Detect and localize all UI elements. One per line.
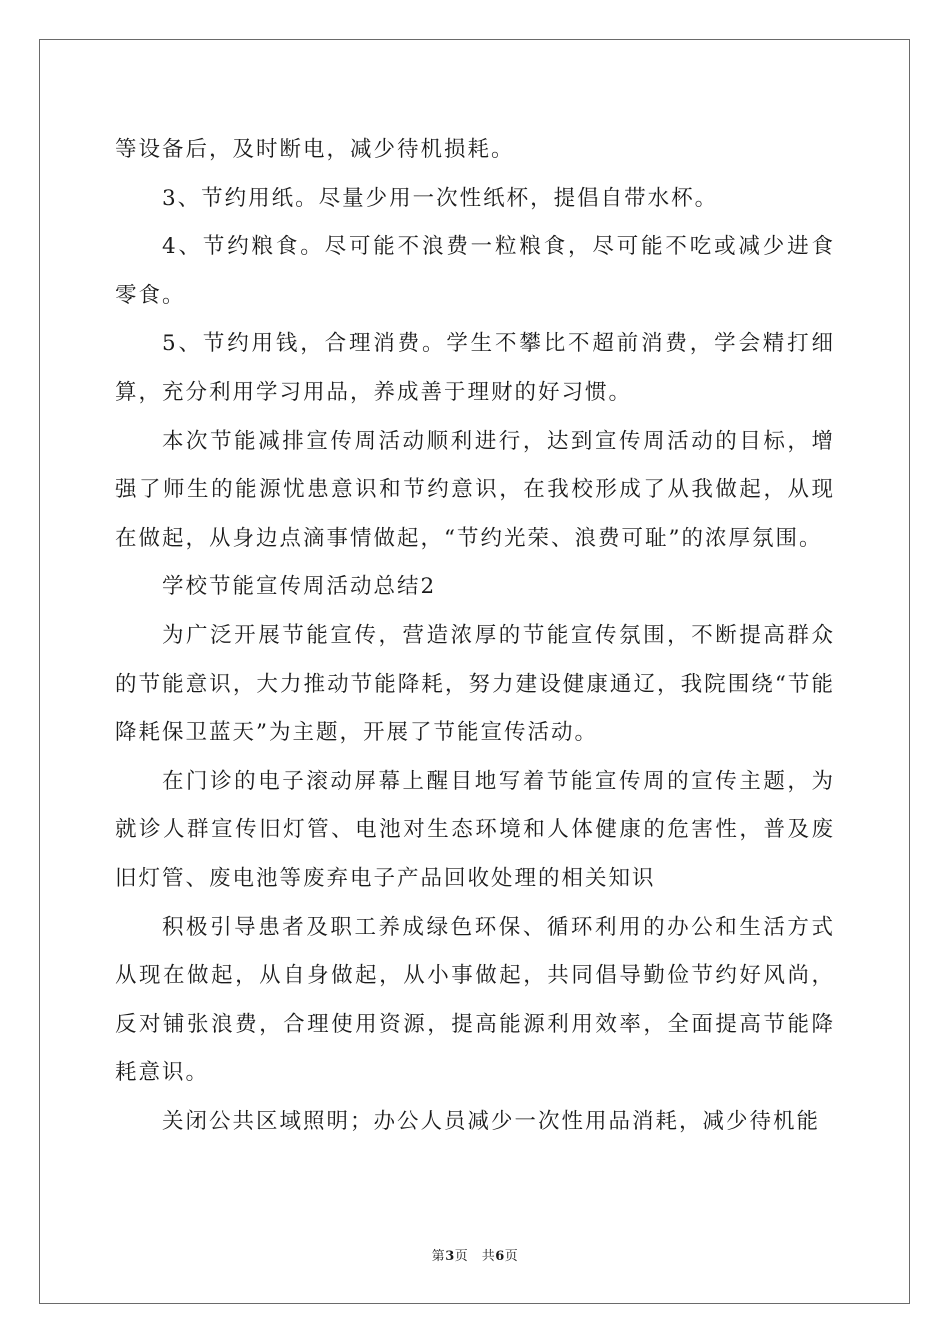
footer-mid: 页 共 [454, 1249, 496, 1264]
paragraph-9: 积极引导患者及职工养成绿色环保、循环利用的办公和生活方式从现在做起，从自身做起，从小事做起，共同倡导勤俭节约好风尚，反对铺张浪费，合理使用资源，提高能源利用效率，全面提高节能降耗意识。 [115, 914, 835, 1086]
document-body [115, 126, 835, 1146]
footer-suffix: 页 [504, 1249, 519, 1264]
paragraph-7: 为广泛开展节能宣传，营造浓厚的节能宣传氛围，不断提高群众的节能意识，大力推动节能降耗，努力建设健康通辽，我院围绕“节能降耗保卫蓝天”为主题，开展了节能宣传活动。 [115, 622, 835, 746]
section-heading: 学校节能宣传周活动总结2 [162, 574, 437, 600]
paragraph-8: 在门诊的电子滚动屏幕上醒目地写着节能宣传周的宣传主题，为就诊人群宣传旧灯管、电池对生态环境和人体健康的危害性，普及废旧灯管、废电池等废弃电子产品回收处理的相关知识 [115, 768, 835, 891]
paragraph-2: 3、节约用纸。尽量少用一次性纸杯，提倡自带水杯。 [162, 185, 719, 211]
paragraph-5: 本次节能减排宣传周活动顺利进行，达到宣传周活动的目标，增强了师生的能源忧患意识和节约意识，在我校形成了从我做起，从现在做起，从身边点滴事情做起，“节约光荣、浪费可耻”的浓厚氛围。 [115, 428, 835, 551]
footer-page-number: 3 [445, 1249, 455, 1264]
paragraph-1: 等设备后，及时断电，减少待机损耗。 [115, 137, 515, 162]
footer-prefix: 第 [431, 1249, 446, 1264]
paragraph-10: 关闭公共区域照明；办公人员减少一次性用品消耗，减少待机能 [162, 1108, 821, 1134]
paragraph-4: 5、节约用钱，合理消费。学生不攀比不超前消费，学会精打细算，充分利用学习用品，养成善于理财的好习惯。 [115, 331, 835, 405]
footer-total-pages: 6 [495, 1249, 505, 1264]
paragraph-3: 4、节约粮食。尽可能不浪费一粒粮食，尽可能不吃或减少进食零食。 [115, 234, 835, 308]
page-footer [0, 1245, 950, 1264]
